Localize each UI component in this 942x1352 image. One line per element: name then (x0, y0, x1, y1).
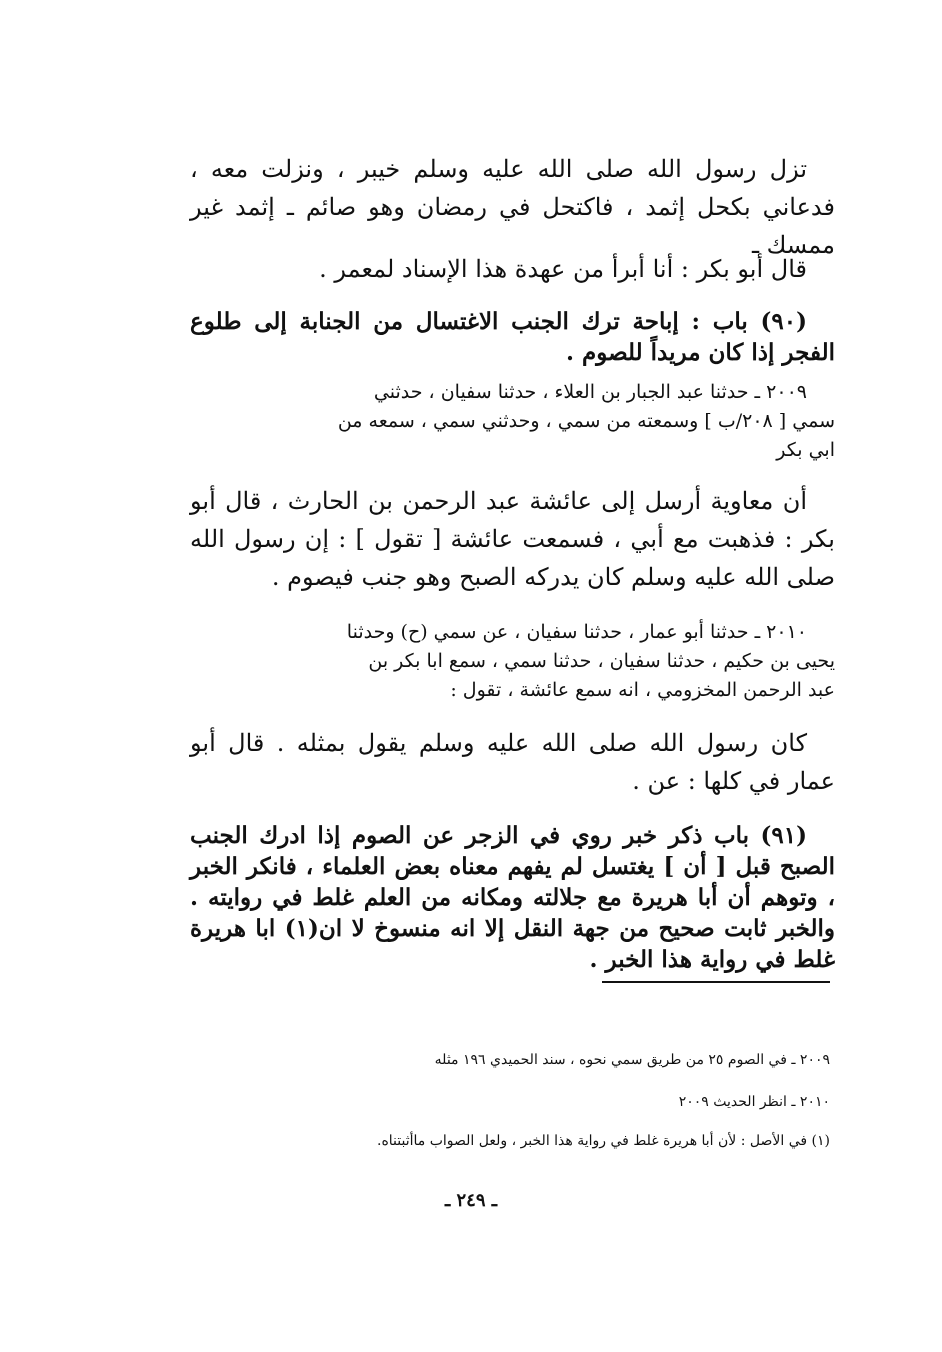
hadith-2010-line: ٢٠١٠ ـ حدثنا أبو عمار ، حدثنا سفيان ، عن سمي (ح) وحدثنا (346, 621, 807, 643)
paragraph-abu-ammar-remark: كان رسول الله صلى الله عليه وسلم يقول بمثله . قال أبو عمار في كلها : عن . (190, 729, 835, 795)
chapter-heading-90: (٩٠) باب : إباحة ترك الجنب الاغتسال من الجنابة إلى طلوع الفجر إذا كان مريداً للصوم . (190, 308, 835, 366)
hadith-2009-line: ٢٠٠٩ ـ حدثنا عبد الجبار بن العلاء ، حدثنا سفيان ، حدثني (373, 381, 807, 403)
hadith-2009-line: سمي [ ٢٠٨/ب ] وسمعته من سمي ، وحدثني سمي ، سمعه من (337, 410, 835, 432)
paragraph-aisha-narration: أن معاوية أرسل إلى عائشة عبد الرحمن بن الحارث ، قال أبو بكر : فذهبت مع أبي ، فسمعت عائشة [ تقول ] : إن رسول الله صلى الله عليه وسلم كان يدركه الصبح وهو جنب فيصوم . (190, 487, 835, 591)
hadith-2010-line: عبد الرحمن المخزومي ، انه سمع عائشة ، تقول : (450, 679, 835, 701)
paragraph-abu-bakr-remark: قال أبو بكر : أنا أبرأ من عهدة هذا الإسناد لمعمر . (319, 255, 807, 283)
chapter-heading-91: (٩١) باب ذكر خبر روي في الزجر عن الصوم إذا ادرك الجنب الصبح قبل [ أن ] يغتسل لم يفهم معناه بعض العلماء ، فانكر الخبر ، وتوهم أن أبا هريرة مع جلالته ومكانه من العلم غلط في روايته . والخبر ثابت صحيح من جهة النقل إلا انه منسوخ لا ان(١) ابا هريرة غلط في رواية هذا الخبر . (190, 822, 835, 973)
hadith-2010-line: يحيى بن حكيم ، حدثنا سفيان ، حدثنا سمي ، سمع ابا بكر بن (368, 650, 835, 672)
hadith-2010-isnad (190, 618, 835, 705)
paragraph-kohl-narration: تزل رسول الله صلى الله عليه وسلم خيبر ، ونزلت معه ، فدعاني بكحل إثمد ، فاكتحل في رمضان وهو صائم ـ إثمد غير ممسك ـ (190, 155, 835, 259)
footnote-1: (١) في الأصل : لأن أبا هريرة غلط في رواية هذا الخبر ، ولعل الصواب ماأثبتناه. (377, 1133, 830, 1149)
footnote-2009: ٢٠٠٩ ـ في الصوم ٢٥ من طريق سمي نحوه ، سند الحميدي ١٩٦ مثله (434, 1052, 830, 1068)
hadith-2009-isnad (190, 378, 835, 465)
page-number: ـ ٢٤٩ ـ (444, 1190, 498, 1211)
footnote-separator (602, 981, 830, 983)
footnote-2010: ٢٠١٠ ـ انظر الحديث ٢٠٠٩ (678, 1094, 830, 1110)
hadith-2009-line: ابي بكر (776, 439, 835, 461)
